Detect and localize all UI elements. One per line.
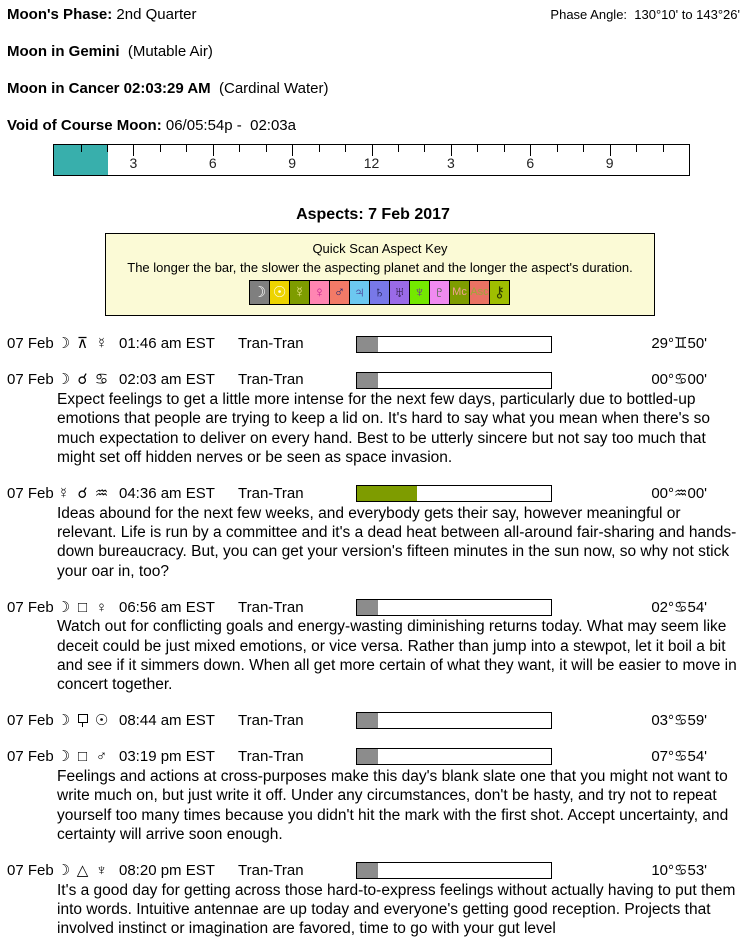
venus-icon: ♀	[95, 598, 108, 616]
moon-sign-line	[7, 43, 740, 60]
aspect-interpretation: Expect feelings to get a little more intense for the next few days, particularly due to bottled-up emotions that people are trying to keep a lid on. It's hard to say what you mean when there's so much expectation to deliver on every hand. Best to be utterly sincere but not say too much that might set off hidden nerves or be seen as space invasion.	[57, 391, 710, 467]
square-icon: □	[77, 598, 88, 616]
hour-tick	[636, 145, 637, 152]
sesquiquadrate-icon	[78, 713, 88, 727]
duration-bar-fill	[357, 373, 378, 388]
cancer-icon: ♋	[94, 371, 109, 389]
aspect-interpretation: Feelings and actions at cross-purposes make this day's blank slate one that you might not want to write much on, but just write it off. Under any circumstances, don't be hasty, and try not to repeat yourself too many times because you didn't hit the mark with the first shot. Accept uncertainty, and certainty will arrive soon enough.	[57, 767, 729, 844]
hour-tick	[239, 145, 240, 152]
aspect-position: 07°♋54'	[651, 748, 708, 766]
void-moon-timeline	[53, 144, 690, 176]
asc-label: Asc	[470, 286, 489, 298]
aspect-time: 06:56 am EST	[119, 598, 215, 616]
mars-icon: ♂	[333, 284, 346, 301]
aspect-kind: Tran-Tran	[238, 371, 304, 389]
phase-angle-value: 130°10' to 143°26'	[627, 7, 740, 22]
neptune-icon: ♆	[413, 284, 426, 301]
moon-sign-label: Moon in Gemini	[7, 43, 120, 60]
conjunction-icon: ☌	[77, 484, 88, 502]
moon-icon: ☽	[56, 748, 71, 766]
moon-icon: ☽	[56, 335, 71, 353]
aspect-date: 07 Feb	[7, 598, 54, 616]
duration-bar	[356, 336, 552, 353]
moon-ingress-label: Moon in Cancer 02:03:29 AM	[7, 80, 211, 97]
aspect-date: 07 Feb	[7, 861, 54, 879]
aspect-row[interactable]	[0, 597, 746, 617]
moon-icon: ☽	[56, 371, 71, 389]
hour-tick	[160, 145, 161, 152]
aspect-position: 00°♋00'	[651, 371, 708, 389]
mercury-icon: ☿	[293, 284, 306, 301]
key-mars	[329, 280, 350, 305]
duration-bar	[356, 862, 552, 879]
quincunx-icon: ⊼	[77, 335, 88, 353]
hour-tick	[477, 145, 478, 152]
hour-tick	[266, 145, 267, 152]
aspects-title: Aspects: 7 Feb 2017	[296, 206, 450, 223]
aspect-row[interactable]	[0, 370, 746, 390]
aspect-date: 07 Feb	[7, 371, 54, 389]
hour-tick	[663, 145, 664, 152]
hour-tick	[557, 145, 558, 152]
void-moon-value: 06/05:54p - 02:03a	[161, 117, 296, 134]
moons-phase-line	[7, 6, 196, 23]
hour-label: 9	[288, 155, 296, 171]
aspect-date: 07 Feb	[7, 484, 54, 502]
moon-icon: ☽	[56, 861, 71, 879]
aspect-kind: Tran-Tran	[238, 335, 304, 353]
duration-bar-fill	[357, 863, 378, 878]
mercury-icon: ☿	[57, 484, 70, 502]
aspect-position: 00°♒00'	[651, 484, 708, 502]
chiron-icon: ⚷	[494, 284, 505, 301]
moon-icon: ☽	[56, 598, 71, 616]
duration-bar	[356, 372, 552, 389]
hour-tick	[319, 145, 320, 152]
void-moon-line	[7, 117, 740, 134]
hour-tick	[81, 145, 82, 152]
key-mc	[449, 280, 470, 305]
key-pluto	[429, 280, 450, 305]
sun-icon: ☉	[94, 712, 109, 730]
saturn-icon: ♄	[373, 284, 386, 301]
duration-bar-fill	[357, 713, 378, 728]
hour-label: 6	[208, 155, 217, 171]
duration-bar	[356, 748, 552, 765]
aspect-row[interactable]	[0, 861, 746, 881]
key-venus	[309, 280, 330, 305]
key-neptune	[409, 280, 430, 305]
moons-phase-label: Moon's Phase:	[7, 6, 113, 23]
hour-label: 3	[446, 155, 455, 171]
phase-angle-line	[550, 6, 740, 22]
aspect-position: 10°♋53'	[651, 861, 708, 879]
moons-phase-value: 2nd Quarter	[112, 6, 197, 23]
key-saturn	[369, 280, 390, 305]
key-jupiter	[349, 280, 370, 305]
aspect-kind: Tran-Tran	[238, 861, 304, 879]
hour-tick	[107, 145, 108, 152]
moon-ingress-note: (Cardinal Water)	[210, 80, 329, 97]
key-asc	[469, 280, 490, 305]
duration-bar	[356, 712, 552, 729]
aspect-time: 08:44 am EST	[119, 712, 215, 730]
duration-bar-fill	[357, 486, 417, 501]
aspect-group	[0, 597, 746, 695]
quick-scan-aspect-key	[105, 233, 655, 316]
aspect-kind: Tran-Tran	[238, 598, 304, 616]
duration-bar-fill	[357, 600, 378, 615]
duration-bar-fill	[357, 749, 378, 764]
hour-tick	[583, 145, 584, 152]
moon-ingress-line	[7, 80, 740, 97]
key-chiron	[489, 280, 510, 305]
aspect-time: 01:46 am EST	[119, 335, 215, 353]
square-icon: □	[77, 748, 88, 766]
aspect-date: 07 Feb	[7, 748, 54, 766]
cancer-icon: ♋	[674, 861, 688, 879]
aspect-key-strip	[250, 280, 510, 305]
report-header	[0, 6, 746, 134]
void-moon-label: Void of Course Moon:	[7, 117, 162, 134]
aspect-position: 02°♋54'	[651, 598, 708, 616]
aspect-row[interactable]	[0, 484, 746, 504]
moon-icon: ☽	[56, 712, 71, 730]
aspect-time: 08:20 pm EST	[119, 861, 215, 879]
neptune-icon: ♆	[95, 861, 108, 879]
phase-angle-label: Phase Angle:	[550, 7, 628, 22]
aspect-kind: Tran-Tran	[238, 712, 304, 730]
gemini-icon: ♊	[674, 335, 688, 353]
hour-tick	[504, 145, 505, 152]
aquarius-icon: ♒	[674, 484, 688, 502]
key-uranus	[389, 280, 410, 305]
moon-sign-note: (Mutable Air)	[119, 43, 213, 60]
mc-label: Mc	[452, 286, 467, 298]
trine-icon: △	[76, 861, 89, 879]
aspect-time: 02:03 am EST	[119, 371, 215, 389]
key-mercury	[289, 280, 310, 305]
sesquiquadrate-icon	[73, 711, 92, 730]
aspect-key-title: Quick Scan Aspect Key	[312, 241, 448, 256]
duration-bar	[356, 599, 552, 616]
aspect-row[interactable]	[0, 747, 746, 767]
moon-icon: ☽	[252, 284, 267, 301]
hour-label: 3	[129, 155, 138, 171]
aspect-date: 07 Feb	[7, 712, 54, 730]
venus-icon: ♀	[313, 284, 326, 301]
hour-tick	[424, 145, 425, 152]
aspect-interpretation: Watch out for conflicting goals and energy-wasting diminishing returns today. What may seem like deceit could be just mixed emotions, or vice versa. Rather than jump into a stewpot, let it boil a bit and see if it simmers down. When all get more certain of what they want, it will be easier to move in concert together.	[57, 618, 737, 694]
aspect-key-subtitle: The longer the bar, the slower the aspecting planet and the longer the aspect's duration.	[127, 260, 633, 275]
aspect-kind: Tran-Tran	[238, 484, 304, 502]
aspect-group	[0, 861, 746, 939]
cancer-icon: ♋	[674, 712, 688, 730]
sun-icon: ☉	[272, 284, 287, 301]
mercury-icon: ☿	[95, 335, 108, 353]
hour-label: 6	[526, 155, 535, 171]
aquarius-icon: ♒	[94, 484, 109, 502]
duration-bar-fill	[357, 337, 378, 352]
aspect-date: 07 Feb	[7, 335, 54, 353]
cancer-icon: ♋	[674, 598, 688, 616]
aspect-group	[0, 747, 746, 845]
jupiter-icon: ♃	[353, 284, 366, 301]
key-sun	[269, 280, 290, 305]
aspect-interpretation: It's a good day for getting across those hard-to-express feelings without actually having to put them into words. Intuitive antennae are up today and everyone's getting good reception. Projects that involved instinct or imagination are favored, time to go with your gut level	[57, 881, 736, 938]
aspect-rows	[0, 334, 746, 939]
key-moon	[249, 280, 270, 305]
aspect-time: 04:36 am EST	[119, 484, 215, 502]
aspect-group	[0, 370, 746, 468]
hour-tick	[345, 145, 346, 152]
aspect-group	[0, 484, 746, 582]
uranus-icon: ♅	[393, 284, 406, 301]
aspect-time: 03:19 pm EST	[119, 748, 215, 766]
duration-bar	[356, 485, 552, 502]
hour-label: 12	[363, 155, 380, 171]
hour-tick	[186, 145, 187, 152]
hour-label: 9	[605, 155, 614, 171]
conjunction-icon: ☌	[77, 371, 88, 389]
aspect-kind: Tran-Tran	[238, 748, 304, 766]
pluto-icon: ♇	[433, 284, 446, 301]
hour-tick	[398, 145, 399, 152]
mars-icon: ♂	[95, 748, 108, 766]
aspect-position: 29°♊50'	[651, 335, 708, 353]
aspect-interpretation: Ideas abound for the next few weeks, and everybody gets their say, however meaningful or relevant. Life is run by a committee and it's a dead heat between all-around fair-sharing and hands-down bureaucracy. But, you can get your version's fifteen minutes in the sun now, so why not stick your oar in, too?	[57, 504, 737, 580]
cancer-icon: ♋	[674, 371, 688, 389]
aspect-position: 03°♋59'	[651, 712, 708, 730]
cancer-icon: ♋	[674, 748, 688, 766]
